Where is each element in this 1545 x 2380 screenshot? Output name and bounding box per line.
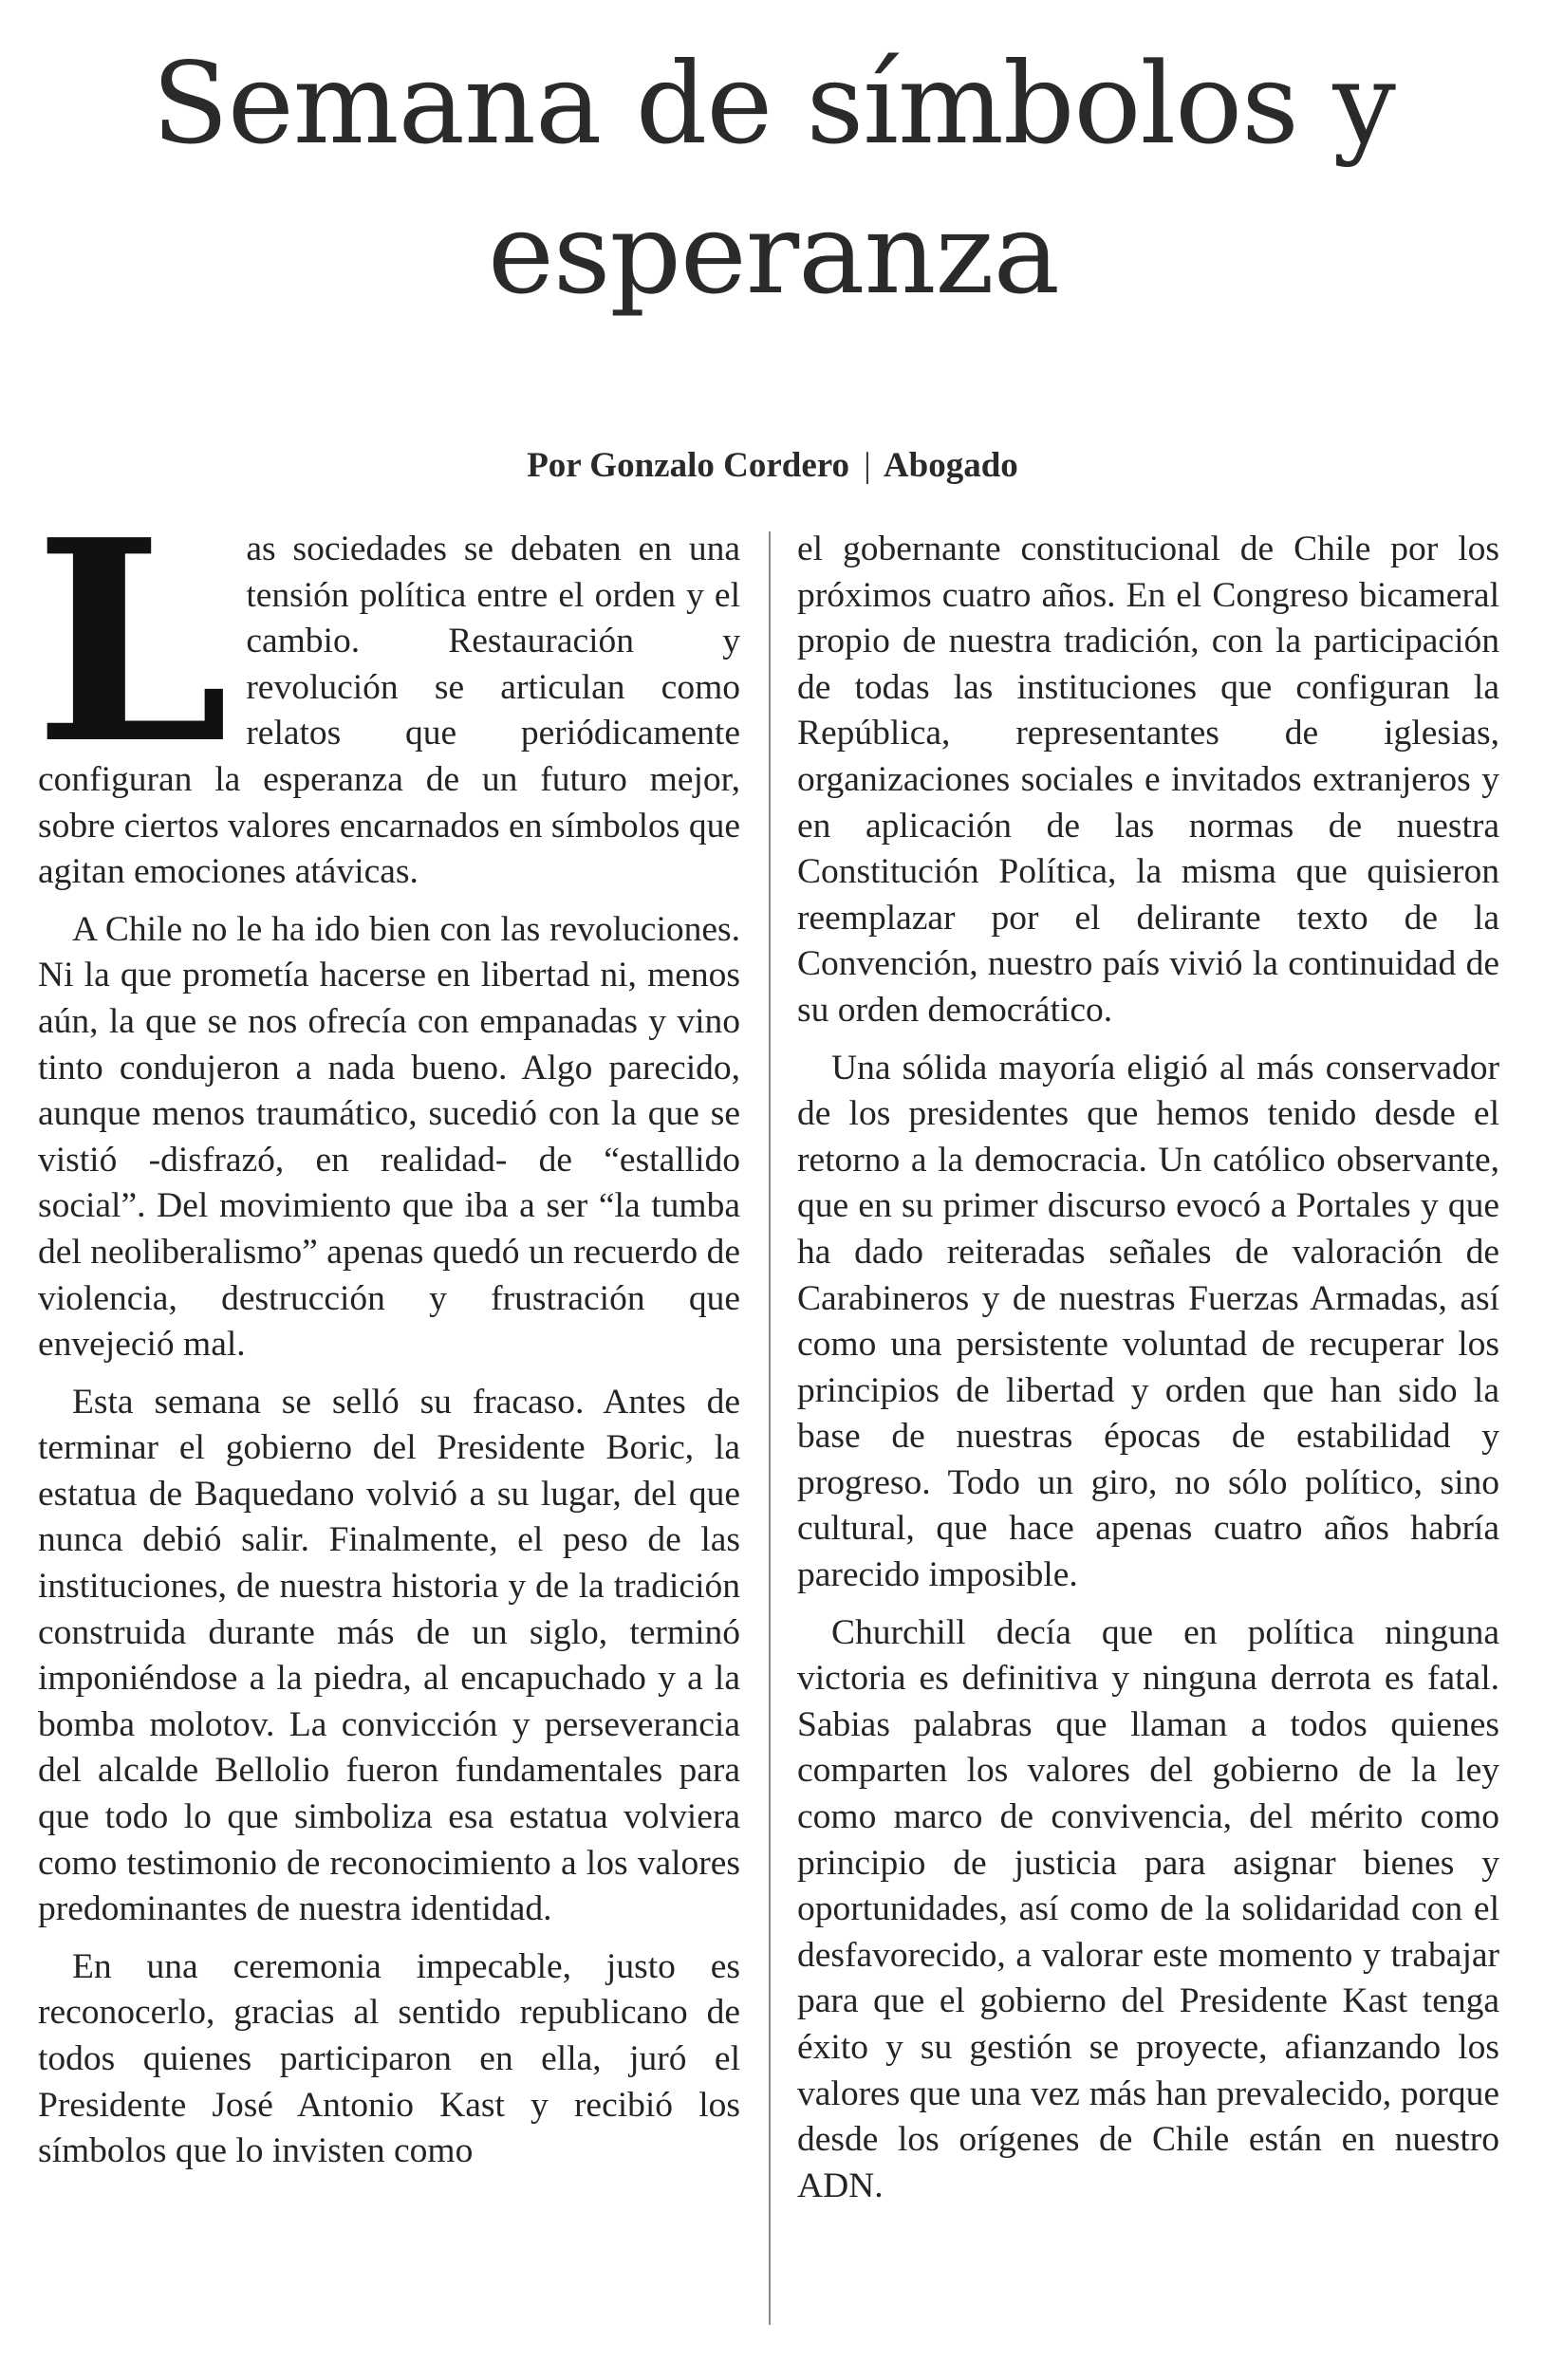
byline — [0, 444, 1545, 488]
paragraph-2: A Chile no le ha ido bien con las revoluciones. Ni la que prometía hacerse en libertad ni, menos aún, la que se nos ofrecía con empanadas y vino tinto condujeron a nada bueno. Algo parecido, aunque menos traumático, sucedió con la que se vistió -disfrazó, en realidad- de “estallido social”. Del movimiento que iba a ser “la tumba del neoliberalismo” apenas quedó un recuerdo de violencia, destrucción y frustración que envejeció mal. — [38, 909, 740, 1365]
column-left — [34, 479, 740, 2186]
paragraph-4: En una ceremonia impecable, justo es reconocerlo, gracias al sentido republicano de todos quienes participaron en ella, juró el Presidente José Antonio Kast y recibió los símbolos que lo invisten como — [38, 1946, 740, 2171]
paragraph-1-text: as sociedades se debaten en una tensión política entre el orden y el cambio. Restauración y revolución se articulan como relatos que periódicamente configuran la esperanza de un futuro mejor, sobre ciertos valores encarnados en símbolos que agitan emociones atávicas. — [38, 530, 740, 892]
paragraph-3: Esta semana se selló su fracaso. Antes de terminar el gobierno del Presidente Boric, la estatua de Baquedano volvió a su lugar, del que nunca debió salir. Finalmente, el peso de las instituciones, de nuestra historia y de la tradición construida durante más de un siglo, terminó imponiéndose a la piedra, al encapuchado y a la bomba molotov. La convicción y perseverancia del alcalde Bellolio fueron fundamentales para que todo lo que simboliza esa estatua volviera como testimonio de reconocimiento a los valores predominantes de nuestra identidad. — [38, 1382, 740, 1929]
byline-separator: | — [864, 446, 871, 485]
paragraph-5: Una sólida mayoría eligió al más conservador de los presidentes que hemos tenido desde el retorno a la democracia. Un católico observante, que en su primer discurso evocó a Portales y que ha dado reiteradas señales de valoración de Carabineros y de nuestras Fuerzas Armadas, así como una persistente voluntad de recuperar los principios de libertad y orden que han sido la base de nuestras épocas de estabilidad y progreso. Todo un giro, no sólo político, sino cultural, que hace apenas cuatro años habría parecido imposible. — [797, 1048, 1499, 1595]
column-divider — [769, 531, 771, 2325]
paragraph-6: Churchill decía que en política ninguna victoria es definitiva y ninguna derrota es fatal. Sabias palabras que llaman a todos quienes comparten los valores del gobierno de la ley como marco de convivencia, del mérito como principio de justicia para asignar bienes y oportunidades, así como de la solidaridad con el desfavorecido, a valorar este momento y trabajar para que el gobierno del Presidente Kast tenga éxito y su gestión se proyecte, afianzando los valores que una vez más han prevalecido, porque desde los orígenes de Chile están en nuestro ADN. — [797, 1612, 1499, 2205]
paragraph-4-continued: el gobernante constitucional de Chile por los próximos cuatro años. En el Congreso bicameral propio de nuestra tradición, con la participación de todas las instituciones que configuran la República, representantes de iglesias, organizaciones sociales e invitados extranjeros y en aplicación de las normas de nuestra Constitución Política, la misma que quisieron reemplazar por el delirante texto de la Convención, nuestro país vivió la continuidad de su orden democrático. — [797, 530, 1499, 1030]
column-right — [797, 527, 1499, 2221]
headline: Semana de símbolos y esperanza — [152, 38, 1395, 319]
drop-cap: L — [34, 479, 230, 805]
byline-author: Por Gonzalo Cordero — [527, 446, 850, 485]
byline-role: Abogado — [883, 446, 1018, 485]
paragraph-1 — [34, 479, 740, 896]
